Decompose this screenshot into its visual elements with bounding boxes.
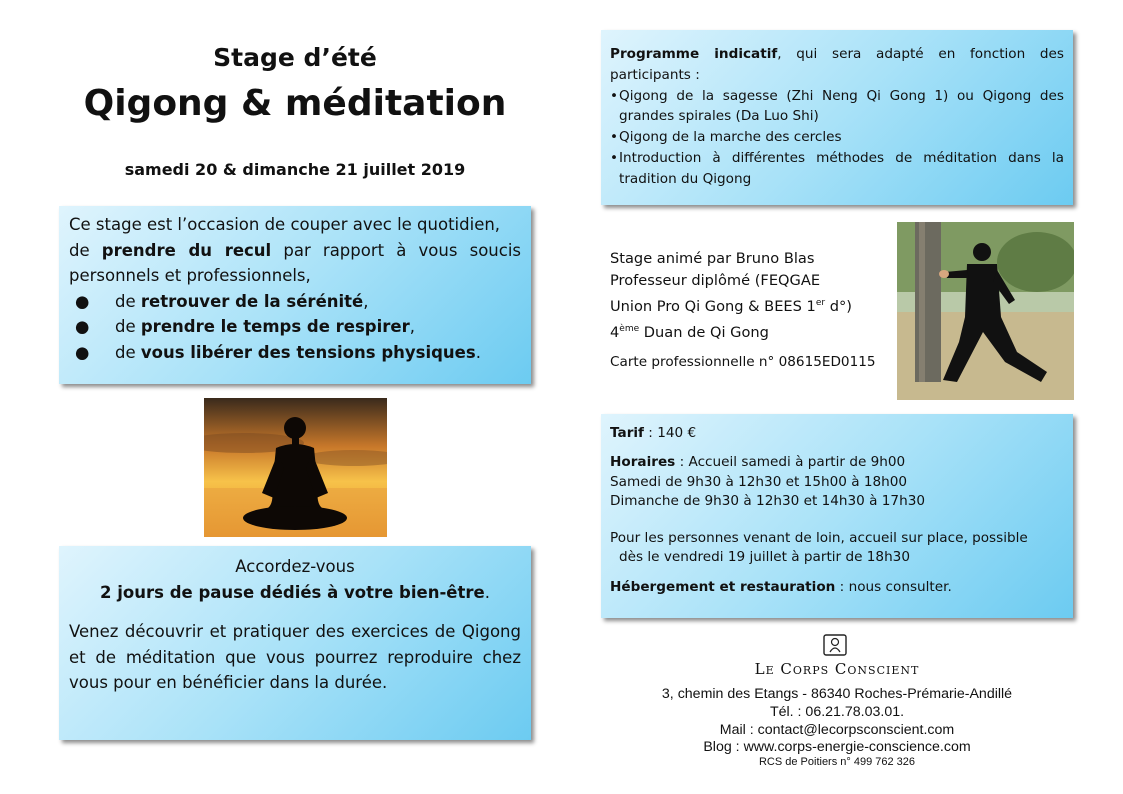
programme-intro	[610, 44, 1064, 86]
title-line-1: Stage d’été	[213, 43, 377, 72]
bullet-icon: ●	[75, 317, 90, 336]
bullet-text: de	[115, 291, 141, 311]
programme-intro-text: , qui sera adapté en fonction des participants :	[610, 46, 1064, 83]
email-link[interactable]: Mail : contact@lecorpsconscient.com	[719, 722, 955, 738]
list-item	[610, 86, 1064, 128]
tarif-line	[610, 424, 1064, 443]
logo-icon	[823, 634, 847, 656]
programme-title: Programme indicatif	[610, 46, 778, 62]
tarif-box	[601, 414, 1073, 618]
programme-item: Qigong de la sagesse (Zhi Neng Qi Gong 1) ou Qigong des grandes spirales (Da Luo Shi)	[619, 87, 1064, 125]
address: 3, chemin des Etangs - 86340 Roches-Prémarie-Andillé	[661, 686, 1013, 702]
programme-box	[601, 30, 1073, 205]
intro-text-end: par rapport à vous soucis personnels et professionnels,	[69, 240, 521, 285]
far-visitors-line-2: dès le vendredi 19 juillet à partir de 18h30	[619, 549, 910, 566]
intro-line-2	[69, 238, 521, 289]
bullet-text: de	[115, 342, 141, 362]
organization-name: Le Corps Conscient	[754, 660, 920, 678]
instructor-text: Union Pro Qi Gong & BEES 1	[610, 297, 816, 315]
list-item	[610, 127, 1064, 148]
horaires-value: : Accueil samedi à partir de 9h00	[675, 454, 906, 471]
hebergement-line	[610, 578, 1064, 597]
instructor-text: Duan de Qi Gong	[639, 323, 769, 341]
meditation-sunset-image	[204, 398, 387, 537]
instructor-text: d°)	[825, 297, 852, 315]
hebergement-value: : nous consulter.	[835, 578, 952, 595]
dimanche-hours: Dimanche de 9h30 à 12h30 et 14h30 à 17h30	[610, 492, 925, 509]
instructor-line-3	[610, 292, 895, 318]
bullet-icon: •	[610, 149, 619, 166]
bullet-bold: prendre le temps de respirer	[140, 317, 410, 336]
intro-text: de	[69, 240, 102, 260]
bullet-text: de	[115, 317, 141, 336]
bullet-punct: .	[475, 342, 481, 362]
instructor-line-1: Stage animé par Bruno Blas	[610, 250, 815, 267]
bullet-icon: •	[610, 87, 619, 104]
instructor-text: 4	[610, 323, 620, 341]
intro-bold: prendre du recul	[101, 240, 272, 260]
list-item	[69, 340, 521, 366]
offer-box	[59, 546, 531, 740]
hebergement-label: Hébergement et restauration	[610, 578, 836, 595]
bullet-punct: ,	[409, 317, 415, 336]
benefits-list	[69, 289, 521, 366]
superscript: er	[815, 298, 826, 308]
page-title: Qigong & méditation	[83, 83, 507, 124]
bullet-bold: retrouver de la sérénité	[140, 291, 364, 311]
blog-link[interactable]: Blog : www.corps-energie-conscience.com	[703, 739, 971, 755]
list-item	[610, 148, 1064, 190]
list-item	[69, 289, 521, 315]
bullet-icon: •	[610, 129, 619, 146]
programme-item: Qigong de la marche des cercles	[619, 129, 842, 146]
instructor-photo	[897, 222, 1074, 400]
superscript: ème	[619, 323, 640, 334]
rcs-number: RCS de Poitiers n° 499 762 326	[758, 756, 916, 768]
instructor-line-4	[610, 318, 895, 344]
tarif-value: : 140 €	[643, 425, 697, 441]
list-item	[69, 314, 521, 340]
horaires-line	[610, 453, 1064, 472]
offer-heading: Accordez-vous	[235, 557, 355, 576]
instructor-info	[610, 248, 895, 344]
samedi-hours: Samedi de 9h30 à 12h30 et 15h00 à 18h00	[610, 473, 908, 490]
offer-subheading-end: .	[484, 582, 490, 602]
bullet-bold: vous libérer des tensions physiques	[140, 342, 476, 362]
tarif-label: Tarif	[610, 425, 644, 441]
phone: Tél. : 06.21.78.03.01.	[769, 704, 905, 720]
bullet-punct: ,	[363, 291, 369, 311]
bullet-icon: ●	[75, 342, 90, 362]
horaires-label: Horaires	[610, 454, 676, 471]
event-dates: samedi 20 & dimanche 21 juillet 2019	[124, 160, 466, 179]
offer-paragraph: Venez découvrir et pratiquer des exercices de Qigong et de méditation que vous pourrez reproduire chez vous pour en bénéficier dans la durée.	[69, 622, 521, 692]
programme-list	[610, 86, 1064, 190]
intro-line-1: Ce stage est l’occasion de couper avec le quotidien,	[69, 215, 501, 234]
intro-box	[59, 206, 531, 384]
programme-item: Introduction à différentes méthodes de méditation dans la tradition du Qigong	[619, 149, 1064, 187]
bullet-icon: ●	[75, 291, 90, 311]
far-visitors-line-1: Pour les personnes venant de loin, accueil sur place, possible	[610, 530, 1028, 547]
offer-subheading	[69, 580, 521, 606]
professional-card-number: Carte professionnelle n° 08615ED0115	[610, 354, 876, 370]
offer-subheading-bold: 2 jours de pause dédiés à votre bien-être	[100, 582, 485, 602]
instructor-line-2: Professeur diplômé (FEQGAE	[610, 272, 821, 289]
